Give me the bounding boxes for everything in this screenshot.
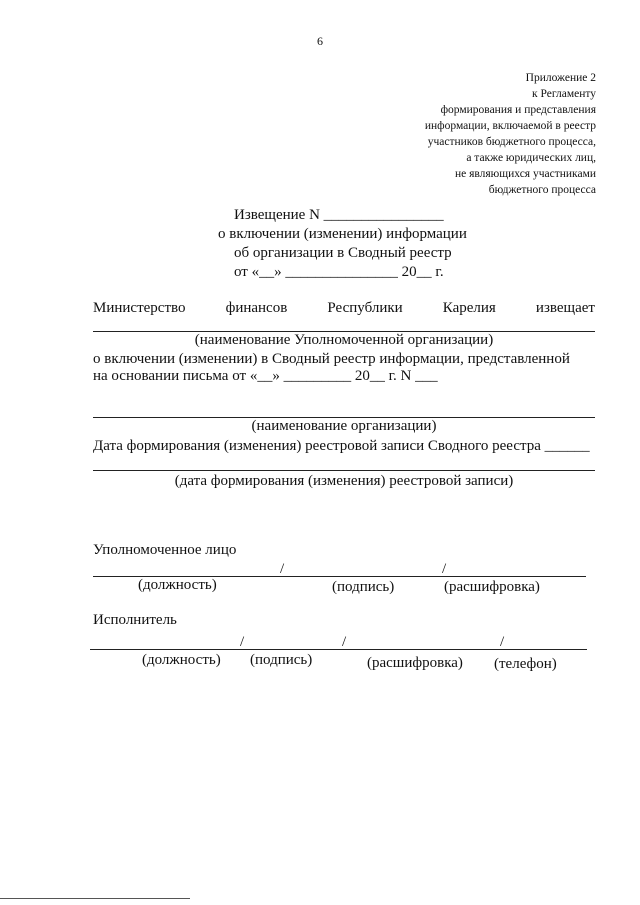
- slash: /: [342, 634, 347, 650]
- organization-caption: (наименование организации): [251, 418, 437, 434]
- slash: /: [280, 561, 285, 577]
- appendix-line: бюджетного процесса: [488, 184, 596, 196]
- notice-title-line: о включении (изменении) информации: [218, 226, 467, 242]
- slash: /: [240, 634, 245, 650]
- signature-caption: (подпись): [332, 579, 395, 595]
- inclusion-line-1: о включении (изменении) в Сводный реестр информации, представленной: [93, 351, 570, 367]
- notice-title: [218, 206, 467, 282]
- signature-caption: (подпись): [250, 652, 313, 668]
- appendix-line: Приложение 2: [525, 72, 596, 84]
- appendix-line: к Регламенту: [532, 88, 596, 100]
- notice-title-line: от «__» _______________ 20__ г.: [234, 264, 444, 280]
- record-date-line: Дата формирования (изменения) реестровой записи Сводного реестра ______: [93, 438, 590, 454]
- ministry-word: извещает: [535, 300, 595, 316]
- appendix-line: а также юридических лиц,: [466, 152, 596, 164]
- appendix-line: информации, включаемой в реестр: [424, 120, 596, 132]
- authorized-person-label: Уполномоченное лицо: [93, 542, 237, 558]
- executor-signature-line[interactable]: [90, 649, 587, 650]
- authorized-org-caption: (наименование Уполномоченной организации): [194, 332, 494, 348]
- ministry-word: Министерство: [93, 300, 186, 316]
- ministry-word: финансов: [225, 300, 288, 316]
- appendix-header: [425, 70, 596, 198]
- notice-title-line: об организации в Сводный реестр: [234, 245, 452, 261]
- position-caption: (должность): [142, 652, 221, 668]
- notice-title-line: Извещение N ________________: [234, 207, 444, 223]
- executor-label: Исполнитель: [93, 612, 177, 628]
- slash: /: [442, 561, 447, 577]
- appendix-line: участников бюджетного процесса,: [427, 136, 596, 148]
- record-date-caption: (дата формирования (изменения) реестровой записи): [174, 473, 514, 489]
- ministry-word: Карелия: [442, 300, 496, 316]
- appendix-line: формирования и представления: [440, 104, 596, 116]
- ministry-line: [93, 300, 595, 317]
- record-date-field-line[interactable]: [93, 470, 595, 471]
- position-caption: (должность): [138, 577, 217, 593]
- page-number: 6: [317, 34, 323, 48]
- phone-caption: (телефон): [494, 656, 557, 672]
- decoding-caption: (расшифровка): [367, 655, 463, 671]
- appendix-line: не являющихся участниками: [454, 168, 596, 180]
- inclusion-line-2: на основании письма от «__» _________ 20__ г. N ___: [93, 368, 438, 384]
- ministry-word: Республики: [327, 300, 403, 316]
- decoding-caption: (расшифровка): [444, 579, 540, 595]
- footnote-rule: [0, 898, 190, 899]
- slash: /: [500, 634, 505, 650]
